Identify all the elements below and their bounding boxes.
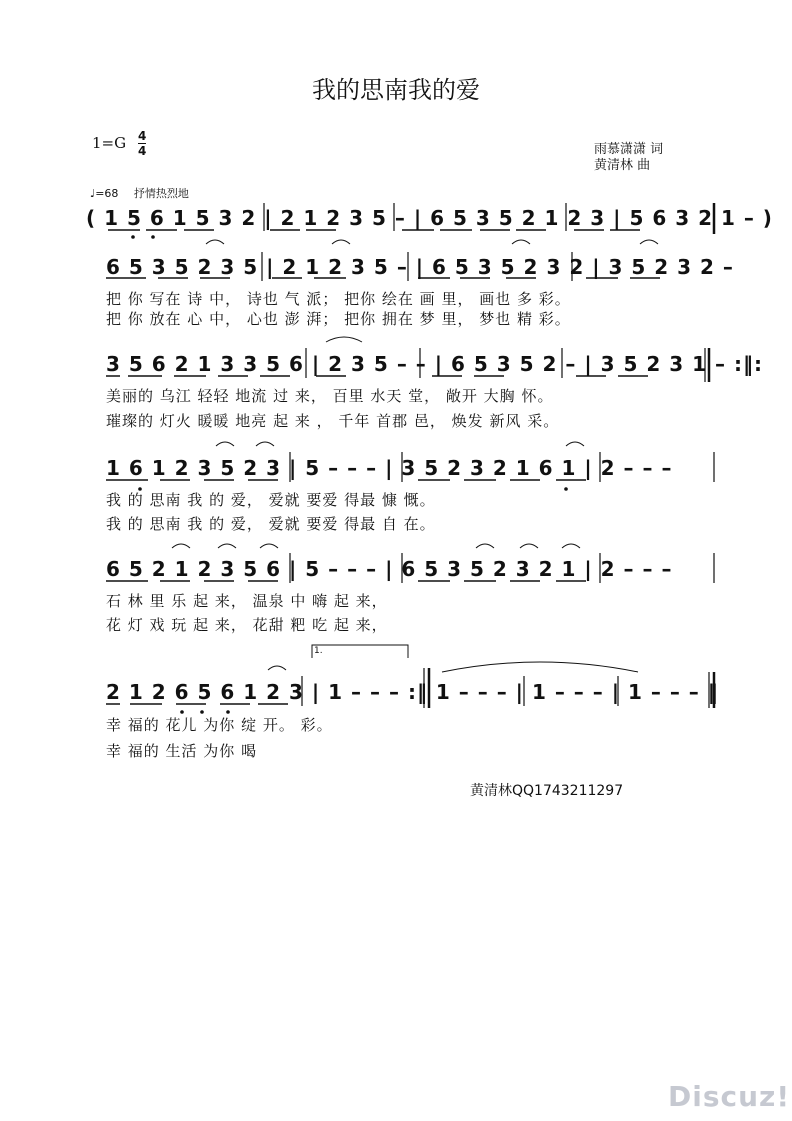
row-4-barlines (290, 452, 714, 482)
notation-row-3: 3 5 6 2 1 3 3 5 6 | 2 3 5 – – | 6 5 3 5 2 – | 3 5 2 3 1 – :‖: (106, 352, 763, 376)
slurs (172, 240, 658, 672)
lyric-row-5-verse-1: 石 林 里 乐 起 来， 温泉 中 嗨 起 来， (106, 592, 388, 610)
forum-watermark: Discuz! (668, 1080, 791, 1113)
row-2-barlines (262, 252, 572, 281)
lyric-row-6-verse-2: 幸 福的 生活 为你 喝 (106, 742, 258, 760)
lyricist-credit: 雨慕潇潇 词 (594, 142, 664, 157)
expression-marking: 抒情热烈地 (133, 187, 189, 200)
lyric-row-5-verse-2: 花 灯 戏 玩 起 来， 花甜 粑 吃 起 来， (106, 616, 388, 634)
notation-row-6: 2 1 2 6 5 6 1 2 3 | 1 – – – :‖ 1 – – – | 1 – – – | 1 – – – ‖ (106, 680, 719, 704)
arranger-signature: 黄清林QQ1743211297 (470, 783, 624, 799)
lyric-row-4-verse-1: 我 的 思南 我 的 爱， 爱就 要爱 得最 慷 慨。 (106, 491, 436, 509)
lyric-row-3-verse-2: 璀璨的 灯火 暖暖 地亮 起 来 ， 千年 首郡 邑， 焕发 新风 采。 (106, 412, 560, 430)
notation-row-5: 6 5 2 1 2 3 5 6 | 5 – – – | 6 5 3 5 2 3 2 1 | 2 – – – (106, 557, 673, 581)
volta-label: 1. (314, 646, 323, 656)
tempo-value: ♩=68 (90, 187, 119, 200)
song-title: 我的思南我的爱 (312, 76, 480, 104)
key-signature: 1=G (92, 134, 127, 152)
lyric-row-6-verse-1: 幸 福的 花儿 为你 绽 开。 彩。 (106, 716, 333, 734)
octave-dots (131, 235, 568, 714)
row-6-barlines (302, 668, 714, 708)
time-signature-bottom: 4 (138, 144, 147, 158)
row-3-barlines (306, 348, 709, 382)
time-signature-top: 4 (138, 129, 147, 143)
notation-row-2: 6 5 3 5 2 3 5 | 2 1 2 3 5 – | 6 5 3 5 2 3 2 | 3 5 2 3 2 – (106, 255, 734, 279)
composer-credit: 黄清林 曲 (594, 158, 651, 173)
lyric-row-2-verse-2: 把 你 放在 心 中， 心也 澎 湃； 把你 拥在 梦 里， 梦也 精 彩。 (106, 310, 571, 328)
lyric-row-4-verse-2: 我 的 思南 我 的 爱， 爱就 要爱 得最 自 在。 (106, 515, 436, 533)
lyric-row-2-verse-1: 把 你 写在 诗 中， 诗也 气 派； 把你 绘在 画 里， 画也 多 彩。 (106, 290, 571, 308)
lyric-row-3-verse-1: 美丽的 乌江 轻轻 地流 过 来， 百里 水天 堂， 敞开 大胸 怀。 (106, 387, 554, 405)
row-5-barlines (290, 553, 714, 583)
notation-row-1: ( 1 5 6 1 5 3 2 | 2 1 2 3 5 – | 6 5 3 5 2 1 2 3 | 5 6 3 2 1 – ) (86, 206, 773, 230)
notation-row-4: 1 6 1 2 3 5 2 3 | 5 – – – | 3 5 2 3 2 1 6 1 | 2 – – – (106, 456, 673, 480)
volta-bracket (312, 645, 408, 658)
